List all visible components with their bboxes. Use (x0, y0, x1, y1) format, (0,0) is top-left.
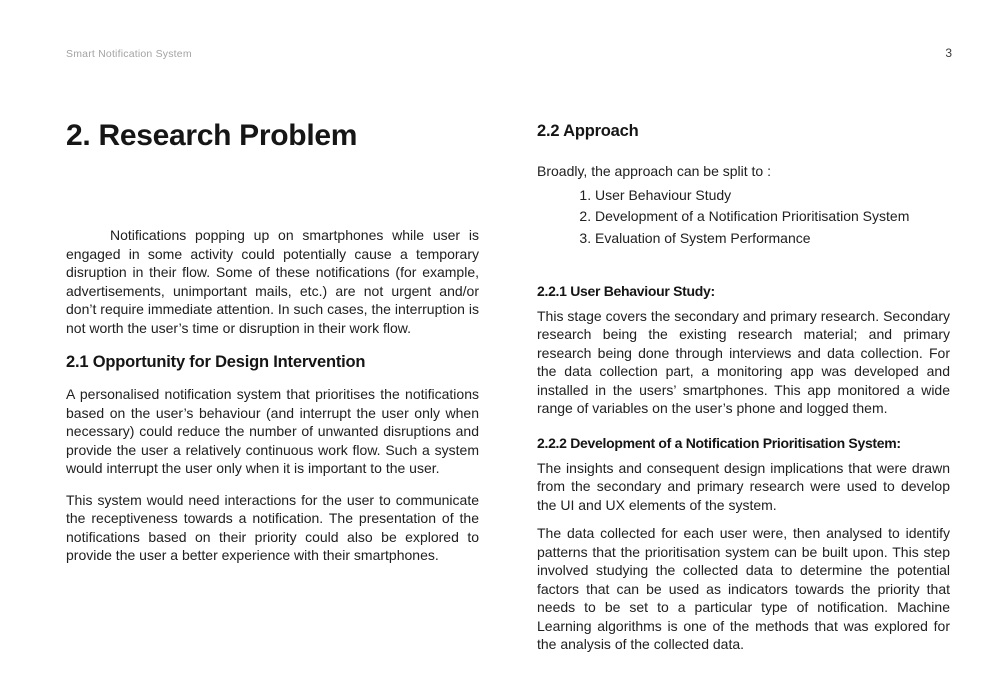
section-2-1-paragraph-2: This system would need interactions for the user to communicate the receptiveness towards a notification. The presentation of the notifications based on their priority could also be explored to provide the user a better experience with their smartphones. (66, 491, 479, 563)
section-2-2-1-paragraph: This stage covers the secondary and primary research. Secondary research being the existing research material; and primary research being done through interviews and data collection. For the data collection part, a monitoring app was developed and installed in the users’ smartphones. This app monitored a wide range of variables on the user’s phone and logged them. (537, 307, 950, 416)
section-2-2-2-paragraph-1: The insights and consequent design implications that were drawn from the secondary and primary research were used to develop the UI and UX elements of the system. (537, 459, 950, 513)
list-item: 2. Development of a Notification Prioritisation System (595, 207, 950, 225)
document-title: 2. Research Problem (66, 119, 358, 152)
section-2-1-paragraph-1: A personalised notification system that prioritises the notifications based on the user’s behaviour (and interrupt the user only when necessary) could reduce the number of unwanted disruptions and provide the user a relatively continuous work flow. Such a system would interrupt the user only when it is important to the user. (66, 386, 479, 476)
list-item: 3. Evaluation of System Performance (595, 229, 950, 247)
page-number: 3 (945, 46, 952, 60)
section-2-2-1-heading: 2.2.1 User Behaviour Study: (537, 282, 715, 299)
intro-paragraph: Notifications popping up on smartphones while user is engaged in some activity could potentially cause a temporary disruption in their flow. Some of these notifications (for example, advertisements, unimportant mails, etc.) are not urgent and/or don’t require immediate attention. In such cases, the interruption is not worth the user’s time or disruption in their work flow. (66, 227, 479, 336)
section-2-2-heading: 2.2 Approach (537, 122, 639, 140)
list-item: 1. User Behaviour Study (595, 186, 950, 204)
section-2-2-2-paragraph-2: The data collected for each user were, then analysed to identify patterns that the prioritisation system can be built upon. This step involved studying the collected data to determine the potential factors that can be used as indicators towards the priority that needs to be set to a particular type of notification. Machine Learning algorithms is one of the methods that was explored for the analysis of the collected data. (537, 525, 950, 652)
right-column (537, 0, 950, 654)
section-2-2-2-heading: 2.2.2 Development of a Notification Prioritisation System: (537, 434, 901, 451)
left-column (66, 0, 479, 565)
approach-intro: Broadly, the approach can be split to : (537, 163, 771, 179)
approach-list (537, 186, 950, 247)
section-2-1-heading: 2.1 Opportunity for Design Intervention (66, 353, 366, 371)
running-title: Smart Notification System (66, 48, 192, 60)
